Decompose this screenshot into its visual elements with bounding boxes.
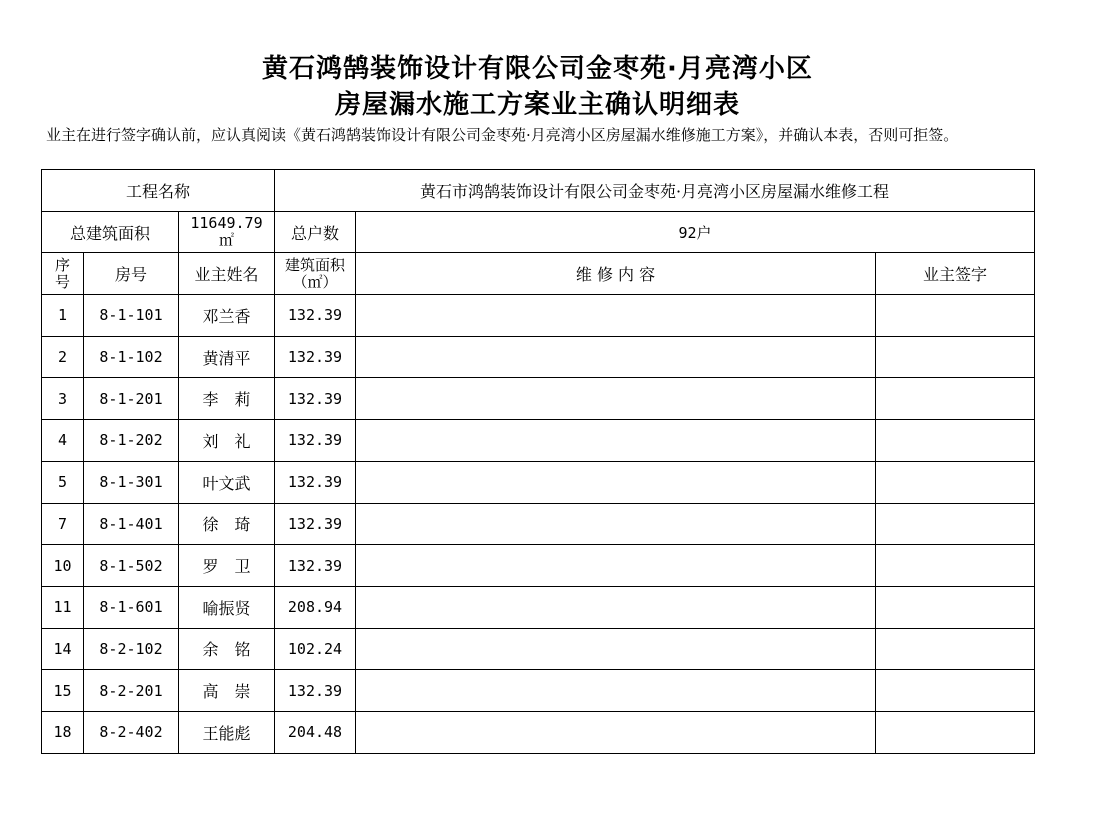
owner-cell: 余 铭 — [179, 628, 275, 670]
area-header-line-1: 建筑面积 — [284, 255, 345, 274]
owner-cell: 黄清平 — [179, 336, 275, 378]
owner-cell: 王能彪 — [179, 711, 275, 753]
owner-cell: 刘 礼 — [179, 420, 275, 462]
households-label: 总户数 — [275, 211, 356, 253]
area-cell: 132.39 — [275, 420, 356, 462]
seq-cell: 15 — [42, 670, 84, 712]
room-cell: 8-1-601 — [84, 586, 179, 628]
seq-cell: 1 — [42, 295, 84, 337]
total-area-unit: ㎡ — [218, 231, 234, 250]
content-cell[interactable] — [356, 295, 876, 337]
content-cell[interactable] — [356, 503, 876, 545]
content-header: 维 修 内 容 — [356, 253, 876, 295]
owner-cell: 邓兰香 — [179, 295, 275, 337]
table-row — [42, 711, 1035, 753]
document-title-line-1: 黄石鸿鹄装饰设计有限公司金枣苑·月亮湾小区 — [262, 54, 813, 84]
content-cell[interactable] — [356, 545, 876, 587]
signature-cell[interactable] — [876, 503, 1035, 545]
households-value: 92户 — [356, 211, 1035, 253]
seq-header-line-1: 序 — [54, 255, 70, 274]
signature-cell[interactable] — [876, 420, 1035, 462]
area-cell: 204.48 — [275, 711, 356, 753]
signature-cell[interactable] — [876, 628, 1035, 670]
room-cell: 8-2-102 — [84, 628, 179, 670]
area-cell: 132.39 — [275, 503, 356, 545]
owner-confirmation-table — [41, 169, 1035, 754]
owner-cell: 罗 卫 — [179, 545, 275, 587]
signature-cell[interactable] — [876, 545, 1035, 587]
seq-header-line-2: 号 — [54, 272, 70, 291]
area-cell: 132.39 — [275, 461, 356, 503]
header-row — [42, 253, 1035, 295]
project-label: 工程名称 — [42, 170, 275, 212]
room-cell: 8-1-101 — [84, 295, 179, 337]
total-area-value: 11649.79 — [190, 214, 263, 233]
owner-cell: 李 莉 — [179, 378, 275, 420]
signature-cell[interactable] — [876, 295, 1035, 337]
owner-header: 业主姓名 — [179, 253, 275, 295]
content-cell[interactable] — [356, 628, 876, 670]
project-value: 黄石市鸿鹄装饰设计有限公司金枣苑·月亮湾小区房屋漏水维修工程 — [275, 170, 1035, 212]
content-cell[interactable] — [356, 461, 876, 503]
table-row — [42, 628, 1035, 670]
seq-cell: 3 — [42, 378, 84, 420]
room-cell: 8-1-301 — [84, 461, 179, 503]
signature-cell[interactable] — [876, 336, 1035, 378]
owner-cell: 喻振贤 — [179, 586, 275, 628]
intro-paragraph: 业主在进行签字确认前，应认真阅读《黄石鸿鹄装饰设计有限公司金枣苑·月亮湾小区房屋漏水维修施工方案》，并确认本表，否则可拒签。 — [46, 126, 959, 144]
signature-cell[interactable] — [876, 586, 1035, 628]
area-cell: 102.24 — [275, 628, 356, 670]
table-row — [42, 295, 1035, 337]
seq-cell: 2 — [42, 336, 84, 378]
owner-cell: 叶文武 — [179, 461, 275, 503]
area-cell: 132.39 — [275, 295, 356, 337]
total-area-cell — [179, 211, 275, 253]
seq-cell: 14 — [42, 628, 84, 670]
seq-cell: 7 — [42, 503, 84, 545]
table-row — [42, 378, 1035, 420]
room-cell: 8-2-201 — [84, 670, 179, 712]
project-row — [42, 170, 1035, 212]
area-cell: 132.39 — [275, 336, 356, 378]
table-row — [42, 545, 1035, 587]
content-cell[interactable] — [356, 420, 876, 462]
content-cell[interactable] — [356, 711, 876, 753]
room-header: 房号 — [84, 253, 179, 295]
signature-cell[interactable] — [876, 378, 1035, 420]
seq-cell: 18 — [42, 711, 84, 753]
table-row — [42, 503, 1035, 545]
room-cell: 8-1-202 — [84, 420, 179, 462]
signature-cell[interactable] — [876, 711, 1035, 753]
area-header-line-2: （㎡） — [292, 272, 338, 291]
content-cell[interactable] — [356, 586, 876, 628]
content-cell[interactable] — [356, 336, 876, 378]
seq-cell: 4 — [42, 420, 84, 462]
area-cell: 132.39 — [275, 378, 356, 420]
seq-cell: 11 — [42, 586, 84, 628]
summary-row — [42, 211, 1035, 253]
seq-cell: 10 — [42, 545, 84, 587]
document-title-line-2: 房屋漏水施工方案业主确认明细表 — [334, 90, 740, 120]
signature-cell[interactable] — [876, 461, 1035, 503]
signature-cell[interactable] — [876, 670, 1035, 712]
room-cell: 8-1-502 — [84, 545, 179, 587]
area-cell: 132.39 — [275, 670, 356, 712]
seq-cell: 5 — [42, 461, 84, 503]
owner-cell: 高 崇 — [179, 670, 275, 712]
signature-header: 业主签字 — [876, 253, 1035, 295]
area-cell: 208.94 — [275, 586, 356, 628]
room-cell: 8-1-401 — [84, 503, 179, 545]
table-row — [42, 420, 1035, 462]
owner-cell: 徐 琦 — [179, 503, 275, 545]
area-header — [275, 253, 356, 295]
table-row — [42, 670, 1035, 712]
table-row — [42, 336, 1035, 378]
seq-header — [42, 253, 84, 295]
total-area-label: 总建筑面积 — [42, 211, 179, 253]
room-cell: 8-1-102 — [84, 336, 179, 378]
room-cell: 8-1-201 — [84, 378, 179, 420]
table-row — [42, 461, 1035, 503]
area-cell: 132.39 — [275, 545, 356, 587]
content-cell[interactable] — [356, 378, 876, 420]
content-cell[interactable] — [356, 670, 876, 712]
room-cell: 8-2-402 — [84, 711, 179, 753]
table-row — [42, 586, 1035, 628]
